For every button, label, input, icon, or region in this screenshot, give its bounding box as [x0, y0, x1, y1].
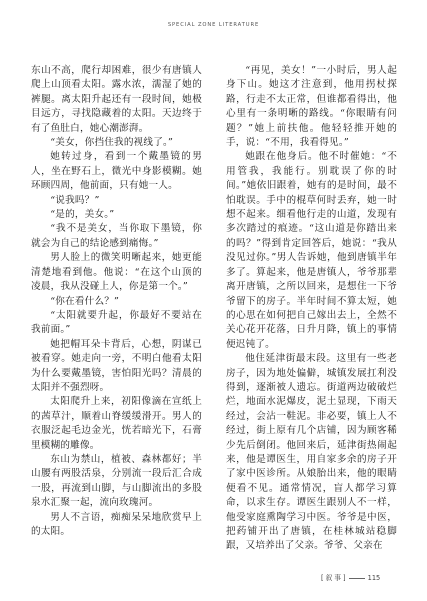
page-footer: [321, 572, 380, 582]
paragraph: “再见，美女！”一小时后，男人起身下山。她这才注意到，他用拐杖探路，行走不太正常，但谁都看得出，他心里有一条明晰的路线。“你眼睛有问题？”她上前扶他。他轻轻推开她的手，说：“不用，我看得见。”: [226, 65, 397, 149]
paragraph: “说我吗？”: [50, 194, 100, 206]
paragraph: 她跟在他身后。他不时催她：“不用管我，我能行。别耽误了你的时间。”她依旧跟着，她有的是时间，最不怕耽误。手中的棍草何时丢弃，她一时想不起来。细看他行走的山道，发现有多次踏过的痕迹。“这山道是你踏出来的吗？”得到肯定回答后，她说：“我从没见过你。”男人告诉她，他到唐镇半年多了。算起来，他是唐镇人，爷爷那辈离开唐镇，之所以回来，是想住一下爷爷留下的房子。半年时间不算太短，她的心思在如何把自己嫁出去上，全然不关心花开花落，日升月降，镇上的事情便迟钝了。: [226, 151, 397, 350]
footer-section-label: [ 叙 事 ]: [321, 574, 346, 582]
paragraph: 东山为禁山，植被、森林都好；半山腰有两股活泉，分别流一段后汇合成一股，再流到山脚，与山脚流出的多股泉水汇聚一起，流向玫瑰河。: [31, 453, 202, 509]
paragraph: “我不是美女，当你取下墨镜，你就会为自己的结论感到痛悔。”: [31, 223, 202, 249]
left-column: [31, 64, 202, 539]
section-title: SPECIAL ZONE LITERATURE: [167, 22, 260, 28]
paragraph: “美女，你挡住我的视线了。”: [50, 137, 174, 149]
paragraph: “太阳就要升起，你最好不要站在我前面。”: [31, 309, 202, 336]
paragraph: 太阳爬升上来，初阳像滴在宣纸上的茜草汁，顺着山脊缓缓滑开。男人的衣服泛起毛边金光，恍若暗光下，石膏里模糊的雕像。: [31, 396, 202, 451]
paragraph: “是的，美女。”: [50, 209, 115, 221]
paragraph: 东山不高，爬行却困难，很少有唐镇人爬上山顶看太阳。露水浓，濡湿了她的裤腿。离太阳升起还有一段时间，她极目远方，寻找隐藏着的太阳。天边终于有了鱼肚白，她心潮澎湃。: [31, 65, 202, 134]
footer-rule: [349, 578, 365, 579]
paragraph: 她转过身，看到一个戴墨镜的男人，坐在野石上，微光中身影模糊。她环顾四周，他前面，只有她一人。: [31, 151, 202, 192]
page-header: [0, 22, 427, 28]
page-number: 115: [367, 574, 381, 582]
paragraph: 他住延津街最末段。这里有一些老房子，因为地处偏僻，城镇发展扛利没得到，逐渐被人遗忘。街道两边破破烂烂，地面水泥爆皮，泥土显现，下雨天经过，会沾一鞋泥。非必要，镇上人不经过，街上原有几个店铺，因为顾客稀少先后倒闭。他回来后，延津街热闹起来，他是谭医生，用自家多余的房子开了家中医诊所。从娘胎出来，他的眼睛便看不见。通常情况，盲人都学习算命，以求生存。谭医生跟别人不一样，他受家庭熏陶学习中医。爷爷是中医，把药铺开出了唐镇，在桂林城站稳脚跟，又培养出了父亲。爷爷、父亲在: [226, 353, 397, 552]
paragraph: 男人不言语，痴痴呆呆地欣赏早上的太阳。: [31, 511, 202, 537]
right-column: [226, 64, 397, 554]
paragraph: “你在看什么？”: [50, 295, 120, 307]
paragraph: 她把帽耳朵卡背后，心想，阴谋已被看穿。她走向一旁，不明白他看太阳为什么要戴墨镜，害怕阳光吗？清晨的太阳并不强烈呀。: [31, 338, 202, 393]
paragraph: 男人脸上的微笑明晰起来，她更能清楚地看到他。他说：“在这个山顶的凌晨，我从没碰上人，你是第一个。”: [31, 252, 202, 293]
